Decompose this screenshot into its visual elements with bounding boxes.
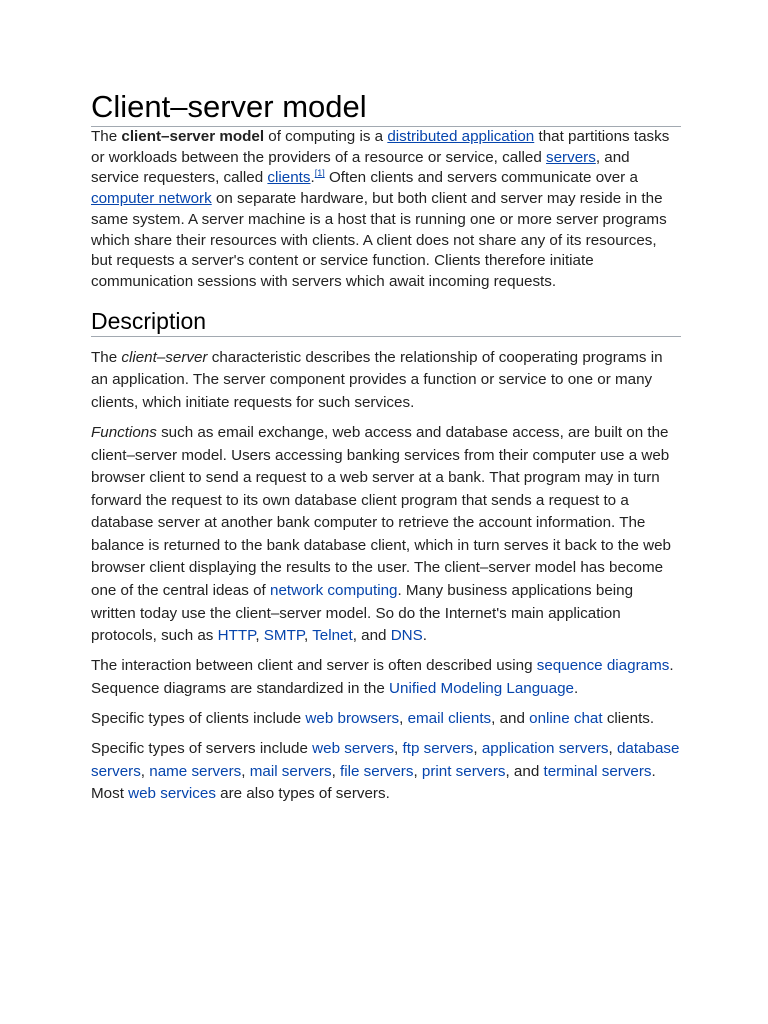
text: , and service requesters, called [91,148,630,187]
text: . Many business applications being written today use the client–server model. So do the Internet's main application protocols, such as [91,582,634,645]
link-terminal-servers[interactable]: terminal servers [543,762,652,780]
article-content [91,88,681,806]
description-paragraph-3 [91,655,681,700]
text: of computing is a [264,128,388,145]
description-paragraph-1 [91,347,681,415]
text: The [91,348,122,366]
link-name-servers[interactable]: name servers [149,762,242,780]
separator: , [608,740,617,758]
text: on separate hardware, but both client and server may reside in the same system. A server machine is a host that is running one or more server programs which share their resources with clients. A client does not share any of its resources, but requests a server's content or service function. Clients therefore initiate communication sessions with servers which await incoming requests. [91,190,667,290]
separator: , [473,740,482,758]
text: clients. [602,710,655,728]
link-distributed-application[interactable]: distributed application [387,128,535,145]
text: . Most [91,762,656,803]
separator: , [331,762,341,780]
separator: , [413,762,422,780]
link-http[interactable]: HTTP [217,627,256,645]
description-section [91,347,681,806]
link-telnet[interactable]: Telnet [312,627,353,645]
link-application-servers[interactable]: application servers [481,740,609,758]
link-sequence-diagrams[interactable]: sequence diagrams [536,657,670,675]
link-web-browsers[interactable]: web browsers [305,710,400,728]
text: The interaction between client and server is often described using [91,657,537,675]
text: The [91,128,122,145]
text: Specific types of clients include [91,710,306,728]
separator: , [241,762,250,780]
description-paragraph-2 [91,422,681,648]
link-ftp-servers[interactable]: ftp servers [402,740,474,758]
text: . [573,679,579,697]
link-smtp[interactable]: SMTP [263,627,305,645]
link-servers[interactable]: servers [546,148,596,166]
reference-link[interactable]: [1] [314,168,325,179]
separator: , [394,740,403,758]
link-computer-network[interactable]: computer network [91,190,212,208]
description-paragraph-4 [91,708,681,731]
bold-term: client–server model [121,128,265,145]
link-print-servers[interactable]: print servers [421,762,506,780]
section-heading-description: Description [91,306,681,337]
text: . [422,627,428,645]
separator: , and [352,627,391,645]
separator: , [304,627,313,645]
page-title: Client–server model [91,88,681,127]
link-mail-servers[interactable]: mail servers [249,762,332,780]
description-paragraph-5 [91,738,681,806]
link-uml[interactable]: Unified Modeling Language [389,679,574,697]
text: . [310,169,315,187]
link-web-servers[interactable]: web servers [312,740,395,758]
text: . Sequence diagrams are standardized in the [91,657,674,697]
italic-term: client–server [121,348,208,366]
link-network-computing[interactable]: network computing [270,582,398,600]
separator: , [399,710,408,728]
text: characteristic describes the relationship of cooperating programs in an application. The server component provides a function or service to one or many clients, which initiate requests for such services. [91,348,663,411]
separator: , and [505,762,544,780]
link-email-clients[interactable]: email clients [407,710,492,728]
link-web-services[interactable]: web services [128,785,216,803]
link-database-servers[interactable]: database servers [91,740,680,780]
text: Specific types of servers include [91,740,313,758]
intro-paragraph [91,127,681,293]
separator: , and [491,710,530,728]
separator: , [255,627,264,645]
link-clients[interactable]: clients [267,169,311,187]
link-dns[interactable]: DNS [390,627,423,645]
link-online-chat[interactable]: online chat [529,710,603,728]
link-file-servers[interactable]: file servers [340,762,414,780]
separator: , [140,762,150,780]
text: that partitions tasks or workloads between the providers of a resource or service, called [91,128,670,166]
text: Often clients and servers communicate over a [324,169,638,187]
text: such as email exchange, web access and database access, are built on the client–server model. Users accessing banking services from their computer use a web browser client to send a request to a web server at a bank. That program may in turn forward the request to its own database client program that sends a request to a database server at another bank computer to retrieve the account information. The balance is returned to the bank database client, which in turn serves it back to the web browser client displaying the results to the user. The client–server model has become one of the central ideas of [91,423,671,600]
text: are also types of servers. [215,785,390,803]
italic-term: Functions [91,423,157,441]
